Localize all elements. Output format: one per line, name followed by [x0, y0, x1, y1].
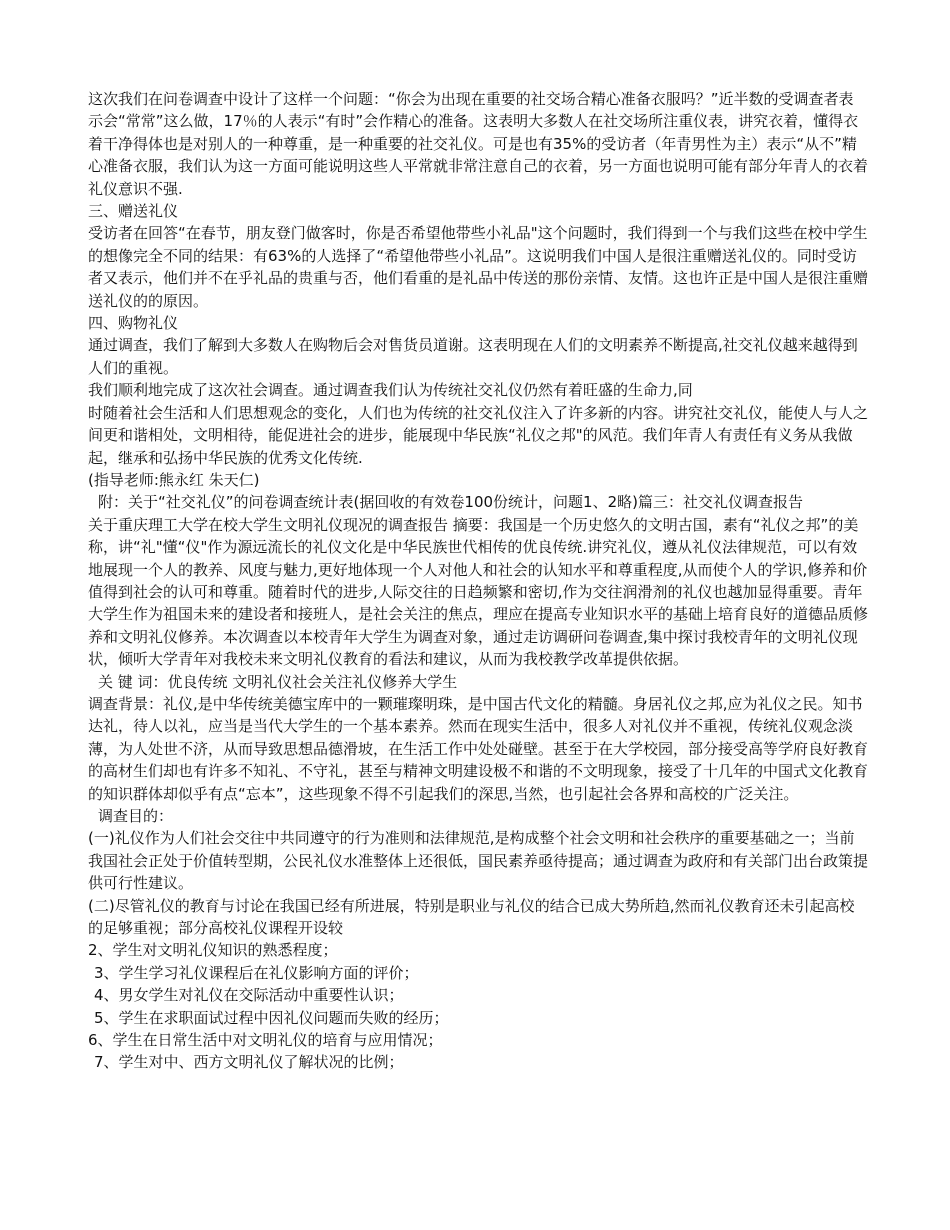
paragraph-conclusion-start: 我们顺利地完成了这次社会调查。通过调查我们认为传统社交礼仪仍然有着旺盛的生命力,同	[88, 381, 693, 400]
heading-survey-purpose: 调查目的：	[98, 807, 174, 825]
list-item-4: 4、男女学生对礼仪在交际活动中重要性认识；	[94, 986, 404, 1005]
paragraph-conclusion: 时随着社会生活和人们思想观念的变化，人们也为传统的社交礼仪注入了许多新的内容。讲究社交礼仪，能使人与人之间更和谐相处，文明相待，能促进社会的进步，能展现中华民族“礼仪之邦"的风范。我们年青人有责任有义务从我做起，继承和弘扬中华民族的优秀文化传统.	[88, 403, 869, 467]
document-body	[88, 88, 868, 1074]
list-item-7: 7、学生对中、西方文明礼仪了解状况的比例；	[94, 1053, 404, 1072]
heading-gift-etiquette: 三、赠送礼仪	[88, 202, 179, 221]
advisor-note: (指导老师:熊永红 朱天仁)	[88, 470, 260, 489]
paragraph-shopping-survey: 通过调查，我们了解到大多数人在购物后会对售货员道谢。这表明现在人们的文明素养不断提高,社交礼仪越来越得到人们的重视。	[88, 336, 858, 377]
paragraph-report-abstract: 关于重庆理工大学在校大学生文明礼仪现况的调查报告 摘要：我国是一个历史悠久的文明古国，素有“礼仪之邦”的美称，讲“礼"懂“仪"作为源远流长的礼仪文化是中华民族世代相传的优良传统.讲究礼仪，遵从礼仪法律规范，可以有效地展现一个人的教养、风度与魅力,更好地体现一个人对他人和社会的认知水平和尊重程度,从而使个人的学识,修养和价值得到社会的认可和尊重。随着时代的进步,人际交往的日趋频繁和密切,作为交往润滑剂的礼仪也越加显得重要。青年大学生作为祖国未来的建设者和接班人，是社会关注的焦点，理应在提高专业知识水平的基础上培育良好的道德品质修养和文明礼仪修养。本次调查以本校青年大学生为调查对象，通过走访调研问卷调查,集中探讨我校青年的文明礼仪现状，倾听大学青年对我校未来文明礼仪教育的看法和建议，从而为我校教学改革提供依据。	[88, 515, 869, 669]
list-item-5: 5、学生在求职面试过程中因礼仪问题而失败的经历；	[94, 1008, 449, 1027]
appendix-note: 附：关于“社交礼仪”的问卷调查统计表(据回收的有效卷100份统计，问题1、2略)篇三：社交礼仪调查报告	[98, 493, 803, 512]
list-item-6: 6、学生在日常生活中对文明礼仪的培育与应用情况；	[88, 1031, 443, 1050]
list-item-2: 2、学生对文明礼仪知识的熟悉程度；	[88, 941, 338, 960]
paragraph-gift-survey: 受访者在回答“在春节，朋友登门做客时，你是否希望他带些小礼品"这个问题时，我们得到一个与我们这些在校中学生的想像完全不同的结果：有63%的人选择了“希望他带些小礼品”。这说明我们中国人是很注重赠送礼仪的。同时受访者又表示，他们并不在乎礼品的贵重与否，他们看重的是礼品中传送的那份亲情、友情。这也许正是中国人是很注重赠送礼仪的的原因。	[88, 224, 869, 310]
keywords-line: 关 键 词：优良传统 文明礼仪社会关注礼仪修养大学生	[98, 672, 458, 691]
paragraph-purpose-two: (二)尽管礼仪的教育与讨论在我国已经有所进展，特别是职业与礼仪的结合已成大势所趋,然而礼仪教育还未引起高校的足够重视；部分高校礼仪课程开设较	[88, 896, 855, 938]
heading-shopping-etiquette: 四、购物礼仪	[88, 314, 179, 333]
list-item-3: 3、学生学习礼仪课程后在礼仪影响方面的评价；	[94, 963, 419, 982]
paragraph-purpose-one: (一)礼仪作为人们社会交往中共同遵守的行为准则和法律规范,是构成整个社会文明和社会秩序的重要基础之一；当前我国社会正处于价值转型期，公民礼仪水准整体上还很低，国民素养亟待提高；通过调查为政府和有关部门出台政策提供可行性建议。	[88, 829, 869, 893]
paragraph-background: 调查背景：礼仪,是中华传统美德宝库中的一颗璀璨明珠，是中国古代文化的精髓。身居礼仪之邦,应为礼仪之民。知书达礼，待人以礼，应当是当代大学生的一个基本素养。然而在现实生活中，很多人对礼仪并不重视，传统礼仪观念淡薄，为人处世不济，从而导致思想品德滑坡，在生活工作中处处碰壁。甚至于在大学校园，部分接受高等学府良好教育的高材生们却也有许多不知礼、不守礼，甚至与精神文明建设极不和谐的不文明现象，接受了十几年的中国式文化教育的知识群体却似乎有点“忘本”，这些现象不得不引起我们的深思,当然，也引起社会各界和高校的广泛关注。	[88, 694, 869, 803]
paragraph-clothing-survey: 这次我们在问卷调查中设计了这样一个问题：“你会为出现在重要的社交场合精心准备衣服吗？”近半数的受调查者表示会“常常”这么做，17％的人表示“有时”会作精心的准备。这表明大多数人在社交场所注重仪表，讲究衣着，懂得衣着干净得体也是对别人的一种尊重，是一种重要的社交礼仪。可是也有35%的受访者（年青男性为主）表示“从不”精心准备衣服，我们认为这一方面可能说明这些人平常就非常注意自己的衣着，另一方面也说明可能有部分年青人的衣着礼仪意识不强.	[88, 90, 869, 198]
